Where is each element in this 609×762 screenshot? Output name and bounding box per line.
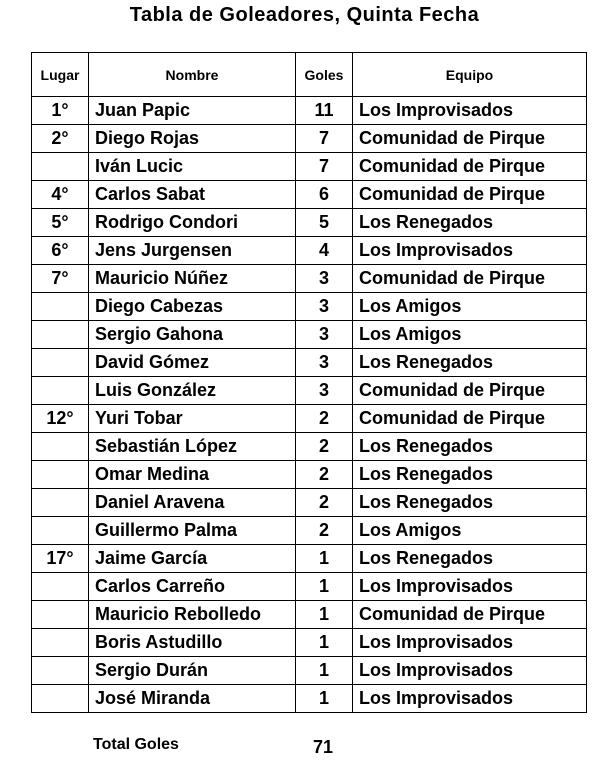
cell-goles: 4 <box>296 237 353 265</box>
cell-lugar <box>32 601 89 629</box>
cell-goles: 2 <box>296 461 353 489</box>
cell-lugar <box>32 573 89 601</box>
cell-goles: 1 <box>296 545 353 573</box>
table-row <box>32 153 587 181</box>
cell-goles: 3 <box>296 349 353 377</box>
cell-lugar: 1° <box>32 97 89 125</box>
cell-lugar <box>32 349 89 377</box>
cell-goles: 7 <box>296 153 353 181</box>
table-row <box>32 377 587 405</box>
cell-goles: 7 <box>296 125 353 153</box>
cell-goles: 3 <box>296 377 353 405</box>
cell-nombre: Sebastián López <box>89 433 296 461</box>
cell-lugar <box>32 629 89 657</box>
cell-equipo: Los Renegados <box>353 489 587 517</box>
cell-nombre: Diego Rojas <box>89 125 296 153</box>
cell-goles: 3 <box>296 265 353 293</box>
table-row <box>32 573 587 601</box>
cell-equipo: Los Improvisados <box>353 237 587 265</box>
cell-goles: 2 <box>296 433 353 461</box>
cell-equipo: Los Renegados <box>353 349 587 377</box>
header-goles: Goles <box>296 53 353 97</box>
table-row <box>32 349 587 377</box>
table-row <box>32 461 587 489</box>
cell-equipo: Los Improvisados <box>353 657 587 685</box>
cell-goles: 3 <box>296 293 353 321</box>
header-equipo: Equipo <box>353 53 587 97</box>
cell-equipo: Los Improvisados <box>353 685 587 713</box>
cell-equipo: Los Renegados <box>353 209 587 237</box>
cell-equipo: Los Renegados <box>353 545 587 573</box>
table-row <box>32 489 587 517</box>
cell-nombre: Diego Cabezas <box>89 293 296 321</box>
cell-goles: 1 <box>296 601 353 629</box>
table-row <box>32 293 587 321</box>
table-row <box>32 181 587 209</box>
cell-lugar: 5° <box>32 209 89 237</box>
cell-lugar: 2° <box>32 125 89 153</box>
table-row <box>32 517 587 545</box>
cell-equipo: Los Amigos <box>353 321 587 349</box>
cell-lugar <box>32 461 89 489</box>
cell-equipo: Los Improvisados <box>353 97 587 125</box>
cell-lugar <box>32 293 89 321</box>
cell-lugar <box>32 685 89 713</box>
header-row <box>32 53 587 97</box>
table-row <box>32 125 587 153</box>
table-row <box>32 237 587 265</box>
cell-nombre: Carlos Carreño <box>89 573 296 601</box>
cell-goles: 2 <box>296 517 353 545</box>
cell-nombre: Rodrigo Condori <box>89 209 296 237</box>
cell-lugar: 6° <box>32 237 89 265</box>
cell-lugar <box>32 433 89 461</box>
cell-lugar <box>32 517 89 545</box>
cell-lugar <box>32 657 89 685</box>
table-row <box>32 685 587 713</box>
cell-goles: 1 <box>296 657 353 685</box>
cell-nombre: Yuri Tobar <box>89 405 296 433</box>
table-row <box>32 545 587 573</box>
table-body <box>32 97 587 713</box>
cell-nombre: Jens Jurgensen <box>89 237 296 265</box>
table-row <box>32 97 587 125</box>
cell-equipo: Los Renegados <box>353 433 587 461</box>
cell-nombre: Mauricio Rebolledo <box>89 601 296 629</box>
cell-nombre: Juan Papic <box>89 97 296 125</box>
cell-goles: 1 <box>296 573 353 601</box>
cell-equipo: Comunidad de Pirque <box>353 153 587 181</box>
cell-lugar: 7° <box>32 265 89 293</box>
page-title: Tabla de Goleadores, Quinta Fecha <box>129 4 480 26</box>
cell-equipo: Los Amigos <box>353 517 587 545</box>
cell-goles: 2 <box>296 489 353 517</box>
cell-equipo: Los Improvisados <box>353 629 587 657</box>
cell-equipo: Los Amigos <box>353 293 587 321</box>
cell-nombre: Iván Lucic <box>89 153 296 181</box>
cell-equipo: Comunidad de Pirque <box>353 377 587 405</box>
cell-equipo: Comunidad de Pirque <box>353 405 587 433</box>
header-lugar: Lugar <box>32 53 89 97</box>
cell-goles: 5 <box>296 209 353 237</box>
cell-goles: 11 <box>296 97 353 125</box>
cell-goles: 6 <box>296 181 353 209</box>
cell-nombre: Jaime García <box>89 545 296 573</box>
cell-lugar: 4° <box>32 181 89 209</box>
cell-lugar <box>32 321 89 349</box>
cell-goles: 1 <box>296 629 353 657</box>
cell-equipo: Comunidad de Pirque <box>353 181 587 209</box>
cell-equipo: Los Improvisados <box>353 573 587 601</box>
cell-equipo: Comunidad de Pirque <box>353 601 587 629</box>
cell-nombre: David Gómez <box>89 349 296 377</box>
table-row <box>32 209 587 237</box>
cell-nombre: Mauricio Núñez <box>89 265 296 293</box>
cell-goles: 1 <box>296 685 353 713</box>
cell-nombre: Carlos Sabat <box>89 181 296 209</box>
cell-nombre: José Miranda <box>89 685 296 713</box>
header-nombre: Nombre <box>89 53 296 97</box>
cell-lugar: 17° <box>32 545 89 573</box>
table-row <box>32 433 587 461</box>
cell-nombre: Guillermo Palma <box>89 517 296 545</box>
table-row <box>32 321 587 349</box>
scorers-table <box>31 52 587 713</box>
table-row <box>32 629 587 657</box>
cell-nombre: Daniel Aravena <box>89 489 296 517</box>
cell-nombre: Boris Astudillo <box>89 629 296 657</box>
table-header <box>32 53 587 97</box>
cell-equipo: Comunidad de Pirque <box>353 125 587 153</box>
cell-nombre: Luis González <box>89 377 296 405</box>
cell-lugar <box>32 489 89 517</box>
table-row <box>32 265 587 293</box>
cell-goles: 3 <box>296 321 353 349</box>
cell-nombre: Sergio Gahona <box>89 321 296 349</box>
table-row <box>32 657 587 685</box>
table-row <box>32 601 587 629</box>
cell-goles: 2 <box>296 405 353 433</box>
cell-equipo: Comunidad de Pirque <box>353 265 587 293</box>
total-goals-value: 71 <box>312 737 334 757</box>
total-goals-label: Total Goles <box>93 736 179 753</box>
cell-lugar <box>32 377 89 405</box>
cell-nombre: Omar Medina <box>89 461 296 489</box>
table-row <box>32 405 587 433</box>
cell-nombre: Sergio Durán <box>89 657 296 685</box>
cell-lugar: 12° <box>32 405 89 433</box>
cell-lugar <box>32 153 89 181</box>
cell-equipo: Los Renegados <box>353 461 587 489</box>
